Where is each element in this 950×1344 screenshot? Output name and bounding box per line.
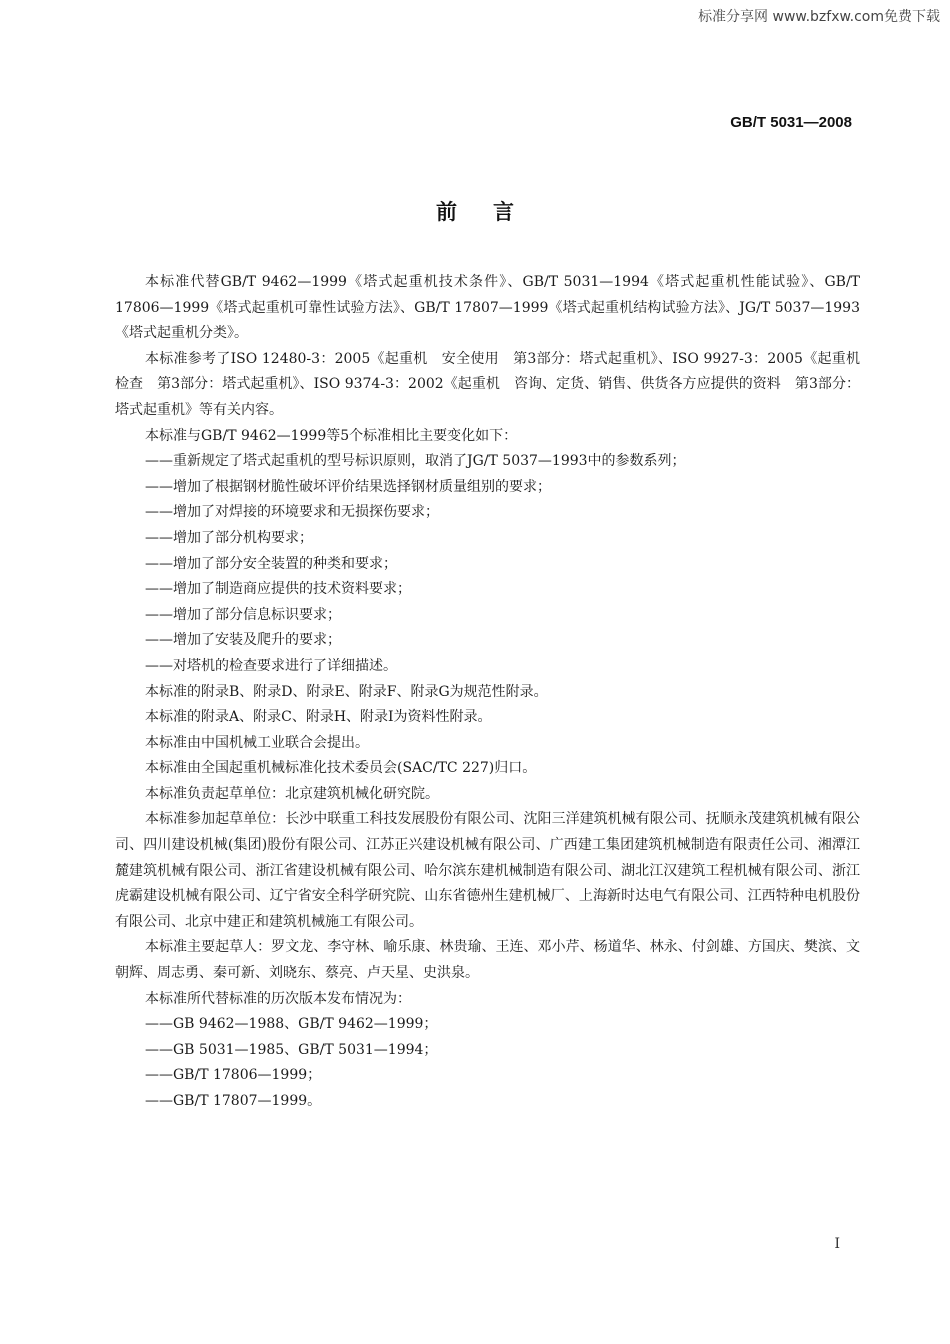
list-item: ——GB 9462—1988、GB/T 9462—1999； <box>145 1016 438 1033</box>
paragraph-drafters: 本标准主要起草人：罗文龙、李守林、喻乐康、林贵瑜、王连、邓小芹、杨道华、林永、付剑雄、方国庆、樊滨、文朝辉、周志勇、秦可新、刘晓东、蔡亮、卢天星、史洪泉。 <box>115 939 860 982</box>
list-item: ——增加了根据钢材脆性破坏评价结果选择钢材质量组别的要求； <box>145 478 551 495</box>
paragraph-participating-units: 本标准参加起草单位：长沙中联重工科技发展股份有限公司、沈阳三洋建筑机械有限公司、抚顺永茂建筑机械有限公司、四川建设机械(集团)股份有限公司、江苏正兴建设机械有限公司、广西建工集团建筑机械制造有限责任公司、湘潭江麓建筑机械有限公司、浙江省建设机械有限公司、哈尔滨东建机械制造有限公司、湖北江汉建筑工程机械有限公司、浙江虎霸建设机械有限公司、辽宁省安全科学研究院、山东省德州生建机械厂、上海新时达电气有限公司、江西特种电机股份有限公司、北京中建正和建筑机械施工有限公司。 <box>115 811 860 930</box>
preface-body <box>115 270 874 1115</box>
paragraph-changes-intro: 本标准与GB/T 9462—1999等5个标准相比主要变化如下： <box>145 427 518 444</box>
list-item: ——GB/T 17807—1999。 <box>145 1093 322 1109</box>
paragraph-under-jurisdiction: 本标准由全国起重机械标准化技术委员会(SAC/TC 227)归口。 <box>145 760 537 777</box>
list-item: ——增加了制造商应提供的技术资料要求； <box>145 581 411 598</box>
paragraph-drafting-unit: 本标准负责起草单位：北京建筑机械化研究院。 <box>145 785 439 802</box>
paragraph-normative-annexes: 本标准的附录B、附录D、附录E、附录F、附录G为规范性附录。 <box>145 683 548 700</box>
list-item: ——增加了部分安全装置的种类和要求； <box>145 555 397 572</box>
list-item: ——GB 5031—1985、GB/T 5031—1994； <box>145 1041 438 1058</box>
page-title: 前言 <box>436 200 550 224</box>
list-item: ——GB/T 17806—1999； <box>145 1067 322 1084</box>
paragraph-history-intro: 本标准所代替标准的历次版本发布情况为： <box>145 990 411 1007</box>
page-number: I <box>834 1236 840 1252</box>
list-item: ——对塔机的检查要求进行了详细描述。 <box>145 657 397 674</box>
list-item: ——增加了对焊接的环境要求和无损探伤要求； <box>145 504 439 521</box>
list-item: ——增加了部分机构要求； <box>145 529 313 546</box>
paragraph-replaces: 本标准代替GB/T 9462—1999《塔式起重机技术条件》、GB/T 5031—1994《塔式起重机性能试验》、GB/T 17806—1999《塔式起重机可靠性试验方法》、GB/T 17807—1999《塔式起重机结构试验方法》、JG/T 5037—1993《塔式起重机分类》。 <box>115 274 860 342</box>
list-item: ——重新规定了塔式起重机的型号标识原则，取消了JG/T 5037—1993中的参数系列； <box>145 453 686 470</box>
standard-number: GB/T 5031—2008 <box>730 114 852 131</box>
list-item: ——增加了安装及爬升的要求； <box>145 632 341 649</box>
paragraph-informative-annexes: 本标准的附录A、附录C、附录H、附录I为资料性附录。 <box>145 709 492 726</box>
watermark-text: 标准分享网 www.bzfxw.com免费下载 <box>698 9 940 25</box>
paragraph-references: 本标准参考了ISO 12480-3：2005《起重机 安全使用 第3部分：塔式起重机》、ISO 9927-3：2005《起重机 检查 第3部分：塔式起重机》、ISO 9374-3：2002《起重机 咨询、定货、销售、供货各方应提供的资料 第3部分：塔式起重机》等有关内容。 <box>115 350 874 418</box>
paragraph-proposed-by: 本标准由中国机械工业联合会提出。 <box>145 734 369 751</box>
list-item: ——增加了部分信息标识要求； <box>145 606 341 623</box>
